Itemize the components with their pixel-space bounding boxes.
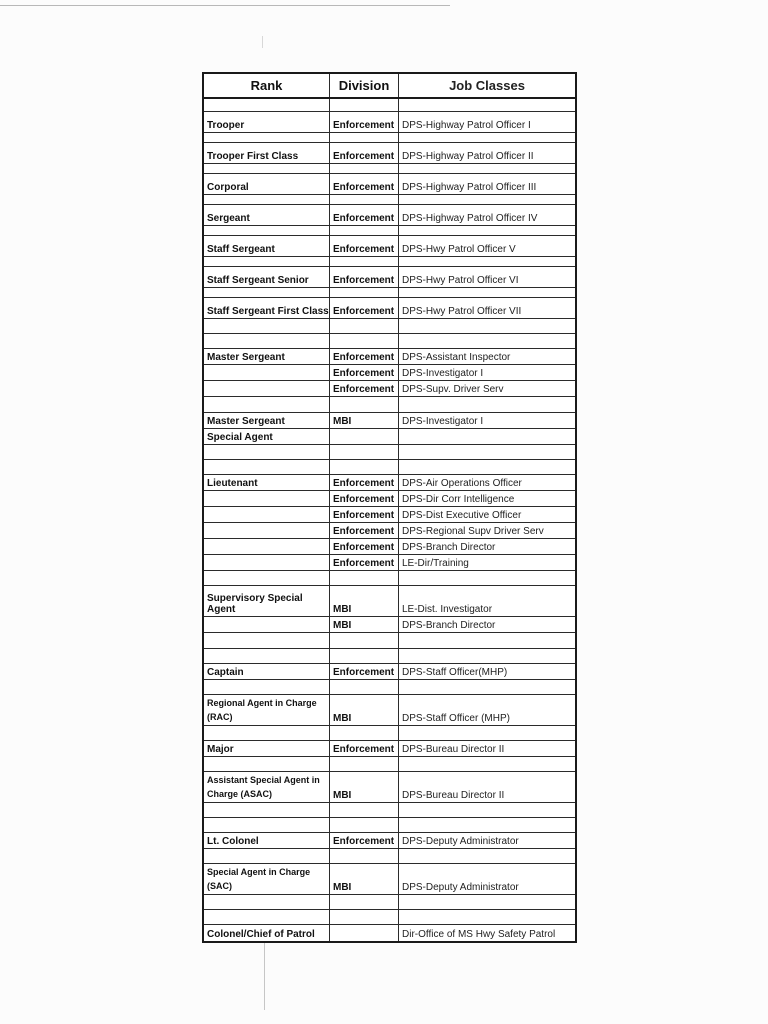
division-cell: Enforcement — [330, 381, 399, 396]
rank-cell: Supervisory Special Agent — [204, 586, 330, 616]
table-row — [204, 112, 575, 133]
job-class-cell — [399, 319, 575, 333]
rank-cell: Sergeant — [204, 205, 330, 225]
job-class-cell: DPS-Hwy Patrol Officer VI — [402, 275, 519, 286]
job-class-cell — [399, 849, 575, 863]
division-cell: MBI — [330, 772, 399, 802]
rank-cell — [204, 523, 330, 538]
division-cell: Enforcement — [330, 174, 399, 194]
rank-cell — [204, 726, 330, 740]
division-cell: MBI — [330, 586, 399, 616]
division-cell — [330, 726, 399, 740]
job-class-cell — [399, 257, 575, 266]
rank-cell: Special Agent — [204, 429, 330, 444]
job-class-cell: DPS-Regional Supv Driver Serv — [402, 526, 544, 537]
division-cell — [330, 445, 399, 459]
rank-cell: Special Agent in Charge (SAC) — [204, 864, 330, 894]
division-cell — [330, 319, 399, 333]
job-class-cell — [399, 803, 575, 817]
job-class-cell: DPS-Highway Patrol Officer II — [402, 151, 534, 162]
table-row — [204, 491, 575, 507]
job-class-cell — [399, 226, 575, 235]
table-row — [204, 99, 575, 112]
table-row — [204, 803, 575, 818]
rank-cell — [204, 910, 330, 924]
table-row — [204, 833, 575, 849]
table-row — [204, 460, 575, 475]
job-class-cell — [399, 633, 575, 648]
rank-cell — [204, 381, 330, 396]
table-row — [204, 319, 575, 334]
table-row — [204, 381, 575, 397]
rank-cell: Staff Sergeant First Class — [204, 298, 330, 318]
job-class-cell — [399, 460, 575, 474]
table-row — [204, 205, 575, 226]
job-class-cell: DPS-Hwy Patrol Officer V — [402, 244, 516, 255]
job-class-cell: DPS-Dist Executive Officer — [402, 510, 522, 521]
job-class-cell: DPS-Branch Director — [402, 542, 496, 553]
division-cell: Enforcement — [330, 205, 399, 225]
scan-artifact-vertical-line — [264, 935, 265, 1010]
job-class-cell: DPS-Bureau Director II — [402, 744, 505, 755]
job-class-cell: DPS-Highway Patrol Officer III — [402, 182, 537, 193]
division-cell — [330, 757, 399, 771]
division-cell — [330, 397, 399, 412]
division-cell: Enforcement — [330, 555, 399, 570]
rank-cell — [204, 445, 330, 459]
division-cell: MBI — [330, 864, 399, 894]
rank-cell — [204, 539, 330, 554]
job-class-cell — [399, 571, 575, 585]
division-cell — [330, 895, 399, 909]
table-row — [204, 349, 575, 365]
rank-cell — [204, 288, 330, 297]
job-class-cell: DPS-Highway Patrol Officer I — [402, 120, 531, 131]
job-class-cell: LE-Dist. Investigator — [402, 604, 493, 615]
rank-cell: Trooper First Class — [204, 143, 330, 163]
job-class-cell: DPS-Deputy Administrator — [402, 882, 519, 893]
rank-cell: Lieutenant — [204, 475, 330, 490]
rank-cell: Regional Agent in Charge (RAC) — [204, 695, 330, 725]
job-class-cell: DPS-Staff Officer(MHP) — [402, 667, 508, 678]
rank-cell: Corporal — [204, 174, 330, 194]
job-class-cell: DPS-Investigator I — [402, 368, 484, 379]
rank-cell — [204, 334, 330, 348]
division-cell: Enforcement — [330, 491, 399, 506]
division-cell — [330, 334, 399, 348]
rank-cell — [204, 895, 330, 909]
division-cell — [330, 195, 399, 204]
rank-cell: Trooper — [204, 112, 330, 132]
job-class-cell: Dir-Office of MS Hwy Safety Patrol — [402, 929, 556, 940]
table-row — [204, 475, 575, 491]
table-row — [204, 174, 575, 195]
division-cell — [330, 288, 399, 297]
header-rank: Rank — [204, 74, 330, 97]
rank-cell — [204, 555, 330, 570]
job-class-cell — [399, 726, 575, 740]
table-row — [204, 133, 575, 143]
rank-cell — [204, 571, 330, 585]
table-row — [204, 413, 575, 429]
table-row — [204, 298, 575, 319]
job-class-cell: LE-Dir/Training — [402, 558, 469, 569]
table-row — [204, 695, 575, 726]
division-cell — [330, 429, 399, 444]
job-class-cell: DPS-Supv. Driver Serv — [402, 384, 504, 395]
rank-cell — [204, 257, 330, 266]
table-row — [204, 757, 575, 772]
table-row — [204, 397, 575, 413]
table-row — [204, 818, 575, 833]
division-cell — [330, 925, 399, 941]
job-class-cell: DPS-Investigator I — [402, 416, 484, 427]
table-row — [204, 617, 575, 633]
division-cell: MBI — [330, 695, 399, 725]
division-cell — [330, 649, 399, 663]
division-cell: Enforcement — [330, 143, 399, 163]
division-cell — [330, 133, 399, 142]
job-class-cell — [399, 757, 575, 771]
rank-cell: Lt. Colonel — [204, 833, 330, 848]
table-row — [204, 195, 575, 205]
rank-cell — [204, 195, 330, 204]
division-cell — [330, 164, 399, 173]
division-cell — [330, 226, 399, 235]
job-class-cell — [399, 334, 575, 348]
table-row — [204, 772, 575, 803]
job-class-cell — [399, 680, 575, 694]
division-cell: Enforcement — [330, 267, 399, 287]
scan-artifact-mark — [262, 36, 263, 48]
table-row — [204, 236, 575, 257]
table-row — [204, 925, 575, 941]
division-cell — [330, 849, 399, 863]
header-job-classes: Job Classes — [449, 78, 525, 93]
table-row — [204, 664, 575, 680]
job-class-cell: DPS-Highway Patrol Officer IV — [402, 213, 538, 224]
job-class-cell — [399, 288, 575, 297]
rank-cell — [204, 365, 330, 380]
table-row — [204, 288, 575, 298]
rank-cell — [204, 491, 330, 506]
rank-cell: Staff Sergeant — [204, 236, 330, 256]
job-class-cell: DPS-Branch Director — [402, 620, 496, 631]
rank-cell — [204, 818, 330, 832]
rank-cell — [204, 164, 330, 173]
division-cell — [330, 99, 399, 111]
rank-cell: Captain — [204, 664, 330, 679]
job-class-cell — [399, 164, 575, 173]
rank-cell — [204, 803, 330, 817]
division-cell — [330, 257, 399, 266]
table-row — [204, 445, 575, 460]
rank-cell — [204, 507, 330, 522]
job-class-cell — [399, 429, 575, 444]
table-row — [204, 571, 575, 586]
job-class-cell — [399, 649, 575, 663]
division-cell: Enforcement — [330, 741, 399, 756]
division-cell — [330, 818, 399, 832]
table-row — [204, 741, 575, 757]
rank-cell — [204, 757, 330, 771]
header-division: Division — [330, 74, 399, 97]
job-class-cell: DPS-Staff Officer (MHP) — [402, 713, 510, 724]
table-row — [204, 649, 575, 664]
division-cell: Enforcement — [330, 236, 399, 256]
job-class-cell: DPS-Bureau Director II — [402, 790, 505, 801]
table-row — [204, 726, 575, 741]
rank-cell — [204, 849, 330, 863]
table-row — [204, 864, 575, 895]
table-row — [204, 164, 575, 174]
table-row — [204, 257, 575, 267]
division-cell — [330, 680, 399, 694]
table-row — [204, 895, 575, 910]
division-cell: MBI — [330, 413, 399, 428]
rank-cell — [204, 133, 330, 142]
table-body — [204, 99, 575, 941]
job-class-cell — [399, 133, 575, 142]
rank-cell — [204, 99, 330, 111]
table-row — [204, 143, 575, 164]
rank-cell: Master Sergeant — [204, 413, 330, 428]
job-class-cell: DPS-Air Operations Officer — [402, 478, 522, 489]
table-row — [204, 849, 575, 864]
job-class-cell: DPS-Assistant Inspector — [402, 352, 511, 363]
rank-cell — [204, 226, 330, 235]
job-class-cell: DPS-Deputy Administrator — [402, 836, 519, 847]
rank-cell: Master Sergeant — [204, 349, 330, 364]
job-class-cell — [399, 397, 575, 412]
table-row — [204, 910, 575, 925]
division-cell: Enforcement — [330, 664, 399, 679]
job-class-cell — [399, 445, 575, 459]
division-cell: Enforcement — [330, 523, 399, 538]
rank-cell — [204, 680, 330, 694]
rank-cell — [204, 397, 330, 412]
table-row — [204, 633, 575, 649]
table-row — [204, 365, 575, 381]
division-cell: Enforcement — [330, 507, 399, 522]
rank-cell: Assistant Special Agent in Charge (ASAC) — [204, 772, 330, 802]
rank-cell: Colonel/Chief of Patrol — [204, 925, 330, 941]
division-cell: Enforcement — [330, 833, 399, 848]
division-cell: Enforcement — [330, 365, 399, 380]
table-row — [204, 680, 575, 695]
scan-artifact-line — [0, 5, 450, 6]
division-cell — [330, 803, 399, 817]
table-row — [204, 507, 575, 523]
division-cell — [330, 571, 399, 585]
table-row — [204, 267, 575, 288]
rank-division-table — [202, 72, 577, 943]
table-row — [204, 226, 575, 236]
rank-cell — [204, 319, 330, 333]
division-cell — [330, 460, 399, 474]
job-class-cell: DPS-Hwy Patrol Officer VII — [402, 306, 522, 317]
table-row — [204, 539, 575, 555]
table-row — [204, 334, 575, 349]
job-class-cell — [399, 910, 575, 924]
division-cell: Enforcement — [330, 475, 399, 490]
table-row — [204, 429, 575, 445]
job-class-cell — [399, 818, 575, 832]
table-row — [204, 586, 575, 617]
division-cell: Enforcement — [330, 112, 399, 132]
rank-cell: Major — [204, 741, 330, 756]
rank-cell — [204, 649, 330, 663]
division-cell: Enforcement — [330, 349, 399, 364]
job-class-cell — [399, 99, 575, 111]
division-cell: Enforcement — [330, 539, 399, 554]
job-class-cell — [399, 895, 575, 909]
division-cell: Enforcement — [330, 298, 399, 318]
rank-cell — [204, 633, 330, 648]
rank-cell: Staff Sergeant Senior — [204, 267, 330, 287]
rank-cell — [204, 460, 330, 474]
rank-cell — [204, 617, 330, 632]
table-header-row — [204, 74, 575, 99]
table-row — [204, 523, 575, 539]
division-cell — [330, 910, 399, 924]
job-class-cell — [399, 195, 575, 204]
job-class-cell: DPS-Dir Corr Intelligence — [402, 494, 515, 505]
table-row — [204, 555, 575, 571]
division-cell: MBI — [330, 617, 399, 632]
division-cell — [330, 633, 399, 648]
